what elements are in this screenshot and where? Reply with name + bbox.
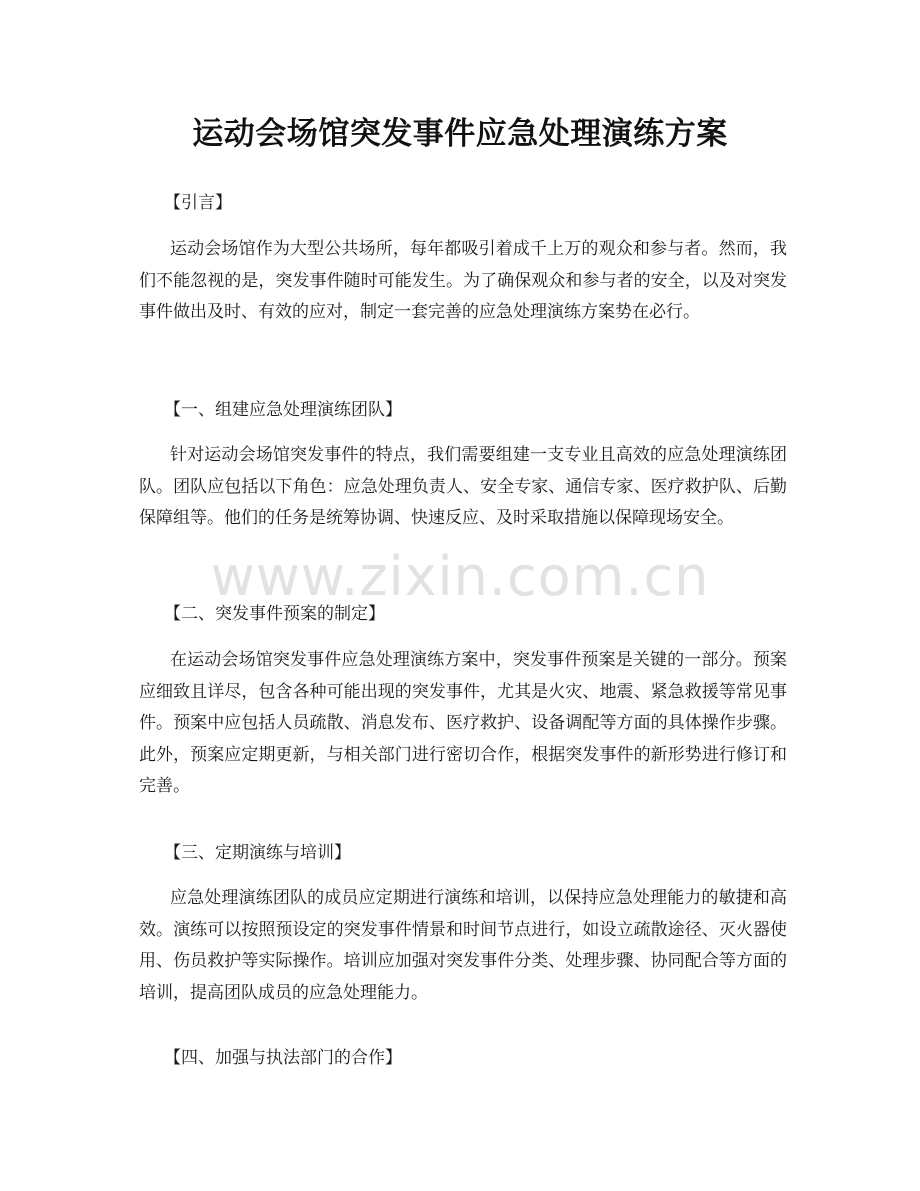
section-heading-intro: 【引言】 bbox=[164, 193, 232, 213]
section-heading-4: 【四、加强与执法部门的合作】 bbox=[164, 1048, 402, 1068]
section-body-2: 在运动会场馆突发事件应急处理演练方案中，突发事件预案是关键的一部分。预案应细致且详尽，包含各种可能出现的突发事件，尤其是火灾、地震、紧急救援等常见事件。预案中应包括人员疏散、消息发布、医疗救护、设备调配等方面的具体操作步骤。此外，预案应定期更新，与相关部门进行密切合作，根据突发事件的新形势进行修订和完善。 bbox=[139, 650, 787, 796]
section-heading-1: 【一、组建应急处理演练团队】 bbox=[164, 400, 402, 420]
section-body-intro: 运动会场馆作为大型公共场所，每年都吸引着成千上万的观众和参与者。然而，我们不能忽视的是，突发事件随时可能发生。为了确保观众和参与者的安全，以及对突发事件做出及时、有效的应对，制定一套完善的应急处理演练方案势在必行。 bbox=[139, 239, 787, 322]
document-title: 运动会场馆突发事件应急处理演练方案 bbox=[192, 116, 728, 152]
watermark-text: www.zixin.com.cn bbox=[210, 545, 710, 608]
section-heading-2: 【二、突发事件预案的制定】 bbox=[164, 604, 385, 624]
section-heading-3: 【三、定期演练与培训】 bbox=[164, 843, 351, 863]
section-body-3: 应急处理演练团队的成员应定期进行演练和培训，以保持应急处理能力的敏捷和高效。演练可以按照预设定的突发事件情景和时间节点进行，如设立疏散途径、灭火器使用、伤员救护等实际操作。培训应加强对突发事件分类、处理步骤、协同配合等方面的培训，提高团队成员的应急处理能力。 bbox=[139, 888, 787, 1003]
section-body-1: 针对运动会场馆突发事件的特点，我们需要组建一支专业且高效的应急处理演练团队。团队应包括以下角色：应急处理负责人、安全专家、通信专家、医疗救护队、后勤保障组等。他们的任务是统筹协调、快速反应、及时采取措施以保障现场安全。 bbox=[139, 445, 787, 528]
